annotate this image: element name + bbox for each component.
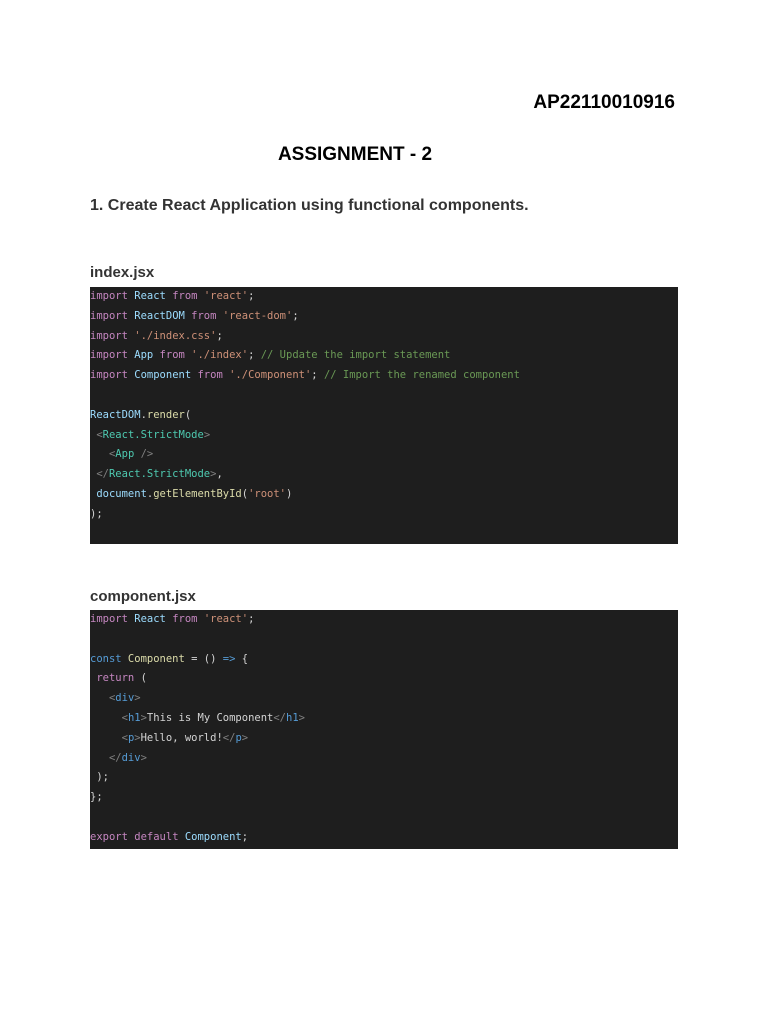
code-token: > <box>134 692 141 705</box>
code-token: // Import the renamed component <box>323 369 520 382</box>
code-token: ; <box>216 329 223 342</box>
code-token: h1 <box>127 711 141 724</box>
code-token: Component <box>121 652 192 665</box>
code-token: Component <box>178 830 242 843</box>
code-token: }; <box>90 791 103 804</box>
code-token: </ <box>90 751 122 764</box>
code-token: const <box>90 652 122 665</box>
code-token: ( <box>241 487 249 500</box>
code-line <box>90 650 678 670</box>
code-token: { <box>235 652 249 665</box>
code-token: = () <box>191 652 223 665</box>
code-token: p <box>127 731 135 744</box>
code-token: > <box>210 468 217 481</box>
code-token: div <box>115 692 135 705</box>
code-token: render <box>146 408 185 421</box>
code-token: > <box>203 428 211 441</box>
code-token: React.StrictMode <box>102 428 204 441</box>
code-line <box>90 749 678 769</box>
code-token: h1 <box>286 711 299 724</box>
code-token: document <box>90 487 147 500</box>
code-line <box>90 788 678 808</box>
code-token: import <box>90 290 128 302</box>
code-token: Component <box>127 369 198 382</box>
code-token: ReactDOM <box>127 309 192 322</box>
code-token: 'react' <box>197 613 249 625</box>
code-token: ); <box>90 507 103 520</box>
code-token: => <box>222 652 236 665</box>
code-token: </ <box>90 468 109 481</box>
code-line <box>90 485 678 505</box>
code-token: from <box>172 290 198 302</box>
code-token: </ <box>222 731 236 744</box>
code-token: < <box>90 711 128 724</box>
code-token: './Component' <box>222 369 312 382</box>
code-block-index <box>90 287 678 544</box>
code-token: ( <box>134 672 147 685</box>
code-token: ; <box>292 309 299 322</box>
code-token: > <box>140 711 147 724</box>
code-token: 'root' <box>248 487 287 500</box>
code-token: Hello, world! <box>140 731 223 744</box>
page-title: ASSIGNMENT - 2 <box>277 144 433 165</box>
code-token: ; <box>248 613 255 625</box>
code-token: import <box>90 349 128 362</box>
code-token: , <box>216 468 223 481</box>
code-line <box>90 287 678 307</box>
code-token: < <box>90 448 116 461</box>
code-token: return <box>90 672 135 685</box>
code-token: ) <box>286 487 293 500</box>
code-token: 'react' <box>197 290 249 302</box>
code-line <box>90 689 678 709</box>
code-line <box>90 729 678 749</box>
code-token: getElementById <box>153 487 242 500</box>
code-token: > <box>298 711 305 724</box>
code-line <box>90 426 678 446</box>
code-token: </ <box>273 711 287 724</box>
code-token: . <box>146 487 154 500</box>
code-line <box>90 346 678 366</box>
code-token: This is My Component <box>146 711 274 724</box>
code-token: < <box>90 692 116 705</box>
code-token: App <box>115 448 135 461</box>
code-line <box>90 768 678 788</box>
question-text: 1. Create React Application using functional components. <box>90 197 529 214</box>
code-token: 'react-dom' <box>216 309 293 322</box>
code-token: ReactDOM <box>90 408 141 421</box>
code-token: from <box>191 309 217 322</box>
code-token: ; <box>248 290 255 302</box>
code-line <box>90 386 678 406</box>
code-line <box>90 828 678 848</box>
code-line <box>90 709 678 729</box>
code-token: default <box>127 830 179 843</box>
code-token: import <box>90 369 128 382</box>
code-token: . <box>140 408 147 421</box>
code-line <box>90 406 678 426</box>
code-token: ; <box>311 369 324 382</box>
code-line <box>90 327 678 347</box>
code-token: ( <box>184 408 192 421</box>
code-token: ; <box>248 349 261 362</box>
code-token: p <box>235 731 242 744</box>
code-token: ); <box>90 771 109 784</box>
code-line <box>90 505 678 525</box>
code-line <box>90 610 678 630</box>
roll-number: AP22110010916 <box>533 92 675 113</box>
code-token: from <box>197 369 223 382</box>
code-token: './index.css' <box>127 329 217 342</box>
code-token: > <box>140 751 147 764</box>
code-line <box>90 669 678 689</box>
code-token: from <box>172 613 198 625</box>
code-token: /> <box>134 448 154 461</box>
code-token: > <box>241 731 249 744</box>
code-token: React <box>127 290 173 302</box>
code-token: './index' <box>184 349 249 362</box>
code-token: > <box>134 731 141 744</box>
code-line <box>90 808 678 828</box>
code-line <box>90 445 678 465</box>
code-line <box>90 307 678 327</box>
code-token: App <box>127 349 160 362</box>
code-token: React <box>127 613 173 625</box>
code-token: import <box>90 309 128 322</box>
file-label-index: index.jsx <box>90 264 155 281</box>
code-token: div <box>121 751 141 764</box>
code-token: // Update the import statement <box>260 349 451 362</box>
code-line <box>90 366 678 386</box>
code-line <box>90 630 678 650</box>
code-token: React.StrictMode <box>108 468 211 481</box>
code-token: < <box>90 731 128 744</box>
code-line <box>90 465 678 485</box>
code-token: import <box>90 329 128 342</box>
code-token: export <box>90 830 128 843</box>
code-block-component <box>90 610 678 849</box>
code-token: from <box>159 349 185 362</box>
file-label-component: component.jsx <box>90 588 196 605</box>
code-token: import <box>90 613 128 625</box>
code-token: ; <box>241 830 249 843</box>
code-token: < <box>90 428 103 441</box>
